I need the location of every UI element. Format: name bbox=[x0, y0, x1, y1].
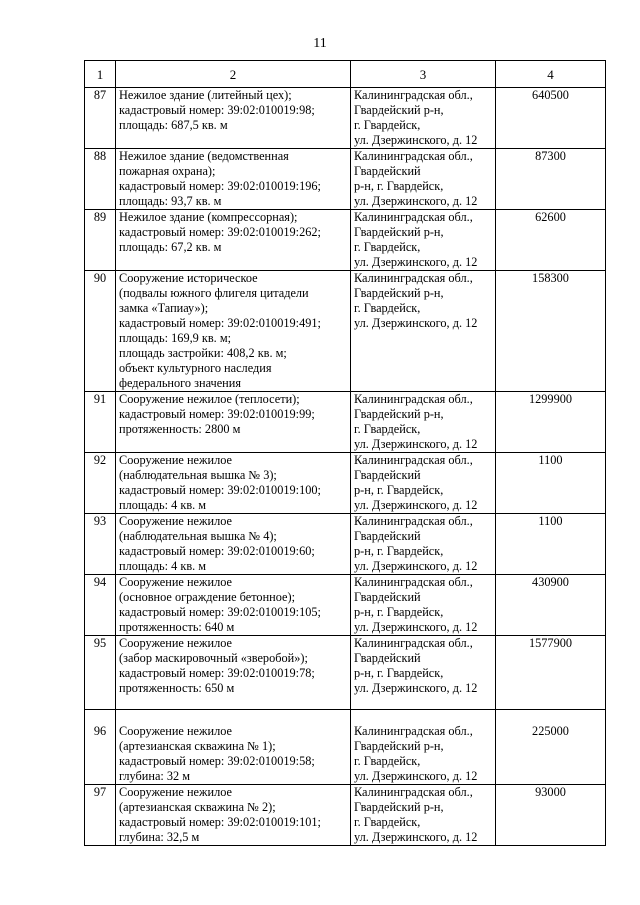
address-line: ул. Дзержинского, д. 12 bbox=[354, 559, 478, 573]
row-number: 89 bbox=[85, 210, 116, 271]
description-line: Сооружение нежилое (теплосети); bbox=[119, 392, 300, 406]
row-number: 92 bbox=[85, 453, 116, 514]
address-line: Гвардейский bbox=[354, 468, 421, 482]
table-row bbox=[85, 575, 606, 636]
description-line: Сооружение нежилое bbox=[119, 785, 232, 799]
address-line: г. Гвардейск, bbox=[354, 815, 421, 829]
description-line: площадь: 687,5 кв. м bbox=[119, 118, 228, 132]
description-line: Сооружение нежилое bbox=[119, 453, 232, 467]
address-line: р-н, г. Гвардейск, bbox=[354, 483, 444, 497]
description-line: кадастровый номер: 39:02:010019:100; bbox=[119, 483, 321, 497]
object-value: 1100 bbox=[496, 453, 606, 514]
table-row bbox=[85, 210, 606, 271]
table-header-row bbox=[85, 61, 606, 88]
object-address bbox=[351, 271, 496, 392]
address-line: г. Гвардейск, bbox=[354, 240, 421, 254]
address-line: ул. Дзержинского, д. 12 bbox=[354, 194, 478, 208]
object-value: 1299900 bbox=[496, 392, 606, 453]
description-line: кадастровый номер: 39:02:010019:262; bbox=[119, 225, 321, 239]
object-address bbox=[351, 392, 496, 453]
address-line: Калининградская обл., bbox=[354, 453, 473, 467]
address-line: Калининградская обл., bbox=[354, 514, 473, 528]
header-col-1: 1 bbox=[85, 61, 116, 88]
object-value: 158300 bbox=[496, 271, 606, 392]
description-line: кадастровый номер: 39:02:010019:58; bbox=[119, 754, 315, 768]
object-description bbox=[116, 514, 351, 575]
description-line: Нежилое здание (компрессорная); bbox=[119, 210, 298, 224]
object-description bbox=[116, 785, 351, 846]
table-row bbox=[85, 392, 606, 453]
address-line: ул. Дзержинского, д. 12 bbox=[354, 255, 478, 269]
description-line: замка «Тапиау»); bbox=[119, 301, 209, 315]
description-line: площадь: 4 кв. м bbox=[119, 559, 207, 573]
table-row bbox=[85, 514, 606, 575]
row-number: 96 bbox=[85, 710, 116, 785]
address-line: ул. Дзержинского, д. 12 bbox=[354, 830, 478, 844]
table-row bbox=[85, 88, 606, 149]
description-line: кадастровый номер: 39:02:010019:60; bbox=[119, 544, 315, 558]
address-line: р-н, г. Гвардейск, bbox=[354, 179, 444, 193]
object-address bbox=[351, 149, 496, 210]
row-number: 94 bbox=[85, 575, 116, 636]
address-line: Калининградская обл., bbox=[354, 724, 473, 738]
description-line: (подвалы южного флигеля цитадели bbox=[119, 286, 309, 300]
address-line: ул. Дзержинского, д. 12 bbox=[354, 437, 478, 451]
description-line: площадь: 169,9 кв. м; bbox=[119, 331, 232, 345]
address-line: ул. Дзержинского, д. 12 bbox=[354, 133, 478, 147]
description-line: площадь: 93,7 кв. м bbox=[119, 194, 222, 208]
description-line: глубина: 32 м bbox=[119, 769, 191, 783]
address-line: Калининградская обл., bbox=[354, 636, 473, 650]
description-line: кадастровый номер: 39:02:010019:105; bbox=[119, 605, 321, 619]
row-number: 91 bbox=[85, 392, 116, 453]
address-line: ул. Дзержинского, д. 12 bbox=[354, 620, 478, 634]
description-line: пожарная охрана); bbox=[119, 164, 216, 178]
address-line: р-н, г. Гвардейск, bbox=[354, 605, 444, 619]
header-col-2: 2 bbox=[116, 61, 351, 88]
address-line: Калининградская обл., bbox=[354, 575, 473, 589]
description-line: Сооружение нежилое bbox=[119, 514, 232, 528]
object-value: 430900 bbox=[496, 575, 606, 636]
table-row bbox=[85, 710, 606, 785]
object-description bbox=[116, 149, 351, 210]
address-line: Калининградская обл., bbox=[354, 210, 473, 224]
description-line: кадастровый номер: 39:02:010019:491; bbox=[119, 316, 321, 330]
address-line: Гвардейский bbox=[354, 164, 421, 178]
address-line: р-н, г. Гвардейск, bbox=[354, 544, 444, 558]
object-description bbox=[116, 88, 351, 149]
description-line: площадь: 4 кв. м bbox=[119, 498, 207, 512]
description-line: Сооружение историческое bbox=[119, 271, 258, 285]
description-line: (наблюдательная вышка № 3); bbox=[119, 468, 277, 482]
description-line: кадастровый номер: 39:02:010019:101; bbox=[119, 815, 321, 829]
object-address bbox=[351, 514, 496, 575]
description-line: Нежилое здание (литейный цех); bbox=[119, 88, 292, 102]
description-line: (основное ограждение бетонное); bbox=[119, 590, 295, 604]
description-line: кадастровый номер: 39:02:010019:196; bbox=[119, 179, 321, 193]
address-line: ул. Дзержинского, д. 12 bbox=[354, 498, 478, 512]
description-line: площадь: 67,2 кв. м bbox=[119, 240, 222, 254]
object-address bbox=[351, 710, 496, 785]
address-line: Гвардейский р-н, bbox=[354, 286, 444, 300]
property-table-body bbox=[85, 61, 606, 846]
object-address bbox=[351, 785, 496, 846]
address-line: Гвардейский р-н, bbox=[354, 407, 444, 421]
description-line: протяженность: 650 м bbox=[119, 681, 235, 695]
address-line: р-н, г. Гвардейск, bbox=[354, 666, 444, 680]
table-row bbox=[85, 785, 606, 846]
table-row bbox=[85, 271, 606, 392]
description-line: глубина: 32,5 м bbox=[119, 830, 200, 844]
address-line: Калининградская обл., bbox=[354, 785, 473, 799]
address-line: Калининградская обл., bbox=[354, 88, 473, 102]
object-description bbox=[116, 210, 351, 271]
description-line: объект культурного наследия bbox=[119, 361, 272, 375]
page-number: 11 bbox=[313, 36, 327, 51]
row-number: 88 bbox=[85, 149, 116, 210]
object-description bbox=[116, 271, 351, 392]
address-line: г. Гвардейск, bbox=[354, 118, 421, 132]
object-value: 1577900 bbox=[496, 636, 606, 710]
description-line: протяженность: 640 м bbox=[119, 620, 235, 634]
object-address bbox=[351, 88, 496, 149]
description-line: Сооружение нежилое bbox=[119, 636, 232, 650]
address-line: Гвардейский bbox=[354, 651, 421, 665]
table-row bbox=[85, 636, 606, 710]
address-line: Гвардейский bbox=[354, 590, 421, 604]
description-line: (наблюдательная вышка № 4); bbox=[119, 529, 277, 543]
address-line: Калининградская обл., bbox=[354, 149, 473, 163]
object-value: 1100 bbox=[496, 514, 606, 575]
object-value: 225000 bbox=[496, 710, 606, 785]
object-value: 640500 bbox=[496, 88, 606, 149]
address-line: Гвардейский bbox=[354, 529, 421, 543]
header-col-4: 4 bbox=[496, 61, 606, 88]
description-line: (забор маскировочный «зверобой»); bbox=[119, 651, 308, 665]
description-line: (артезианская скважина № 1); bbox=[119, 739, 276, 753]
header-col-3: 3 bbox=[351, 61, 496, 88]
description-line: кадастровый номер: 39:02:010019:98; bbox=[119, 103, 315, 117]
description-line: Сооружение нежилое bbox=[119, 724, 232, 738]
object-description bbox=[116, 636, 351, 710]
description-line: площадь застройки: 408,2 кв. м; bbox=[119, 346, 287, 360]
object-value: 62600 bbox=[496, 210, 606, 271]
object-description bbox=[116, 392, 351, 453]
address-line: Калининградская обл., bbox=[354, 392, 473, 406]
description-line: (артезианская скважина № 2); bbox=[119, 800, 276, 814]
object-address bbox=[351, 575, 496, 636]
address-line: ул. Дзержинского, д. 12 bbox=[354, 769, 478, 783]
table-row bbox=[85, 149, 606, 210]
description-line: кадастровый номер: 39:02:010019:99; bbox=[119, 407, 315, 421]
object-address bbox=[351, 210, 496, 271]
address-line: Калининградская обл., bbox=[354, 271, 473, 285]
property-table bbox=[84, 60, 606, 846]
address-line: Гвардейский р-н, bbox=[354, 739, 444, 753]
description-line: федерального значения bbox=[119, 376, 241, 390]
object-description bbox=[116, 710, 351, 785]
object-description bbox=[116, 575, 351, 636]
description-line: протяженность: 2800 м bbox=[119, 422, 241, 436]
row-number: 97 bbox=[85, 785, 116, 846]
address-line: г. Гвардейск, bbox=[354, 301, 421, 315]
object-value: 87300 bbox=[496, 149, 606, 210]
address-line: Гвардейский р-н, bbox=[354, 103, 444, 117]
address-line: г. Гвардейск, bbox=[354, 422, 421, 436]
row-number: 90 bbox=[85, 271, 116, 392]
object-address bbox=[351, 453, 496, 514]
description-line: Сооружение нежилое bbox=[119, 575, 232, 589]
object-address bbox=[351, 636, 496, 710]
table-row bbox=[85, 453, 606, 514]
object-description bbox=[116, 453, 351, 514]
address-line: г. Гвардейск, bbox=[354, 754, 421, 768]
row-number: 87 bbox=[85, 88, 116, 149]
object-value: 93000 bbox=[496, 785, 606, 846]
address-line: ул. Дзержинского, д. 12 bbox=[354, 316, 478, 330]
description-line: кадастровый номер: 39:02:010019:78; bbox=[119, 666, 315, 680]
row-number: 95 bbox=[85, 636, 116, 710]
address-line: ул. Дзержинского, д. 12 bbox=[354, 681, 478, 695]
address-line: Гвардейский р-н, bbox=[354, 800, 444, 814]
address-line: Гвардейский р-н, bbox=[354, 225, 444, 239]
row-number: 93 bbox=[85, 514, 116, 575]
description-line: Нежилое здание (ведомственная bbox=[119, 149, 289, 163]
